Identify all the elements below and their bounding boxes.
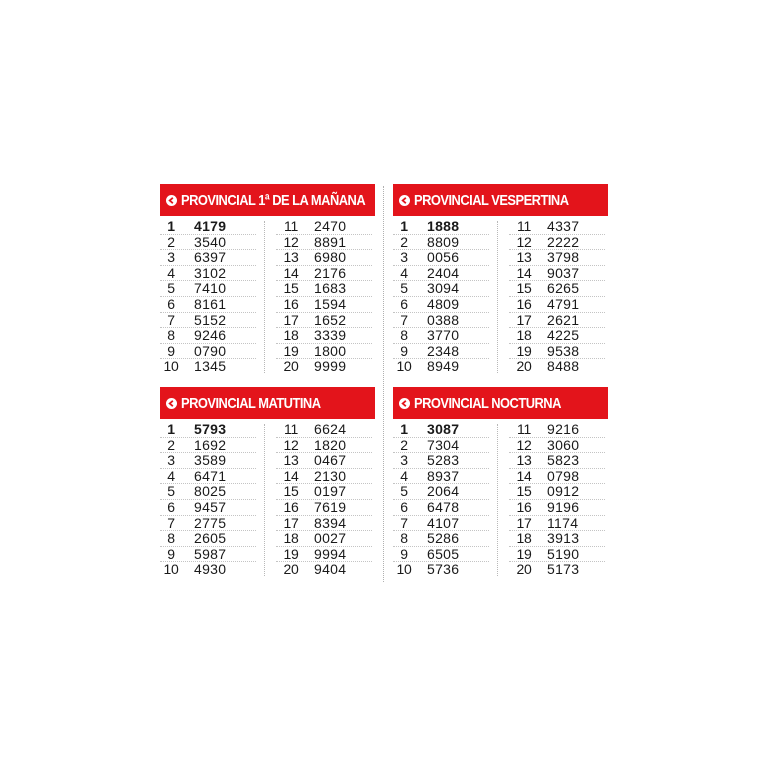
result-row: [276, 235, 372, 251]
result-position: 16: [516, 498, 532, 515]
result-row: [509, 500, 605, 516]
result-number: 5286: [427, 530, 460, 547]
result-number: 0027: [314, 530, 347, 547]
result-position: 4: [400, 467, 408, 484]
result-row: [160, 344, 256, 360]
result-position: 5: [167, 280, 175, 297]
results-columns: [160, 219, 375, 375]
result-number: 9538: [547, 342, 580, 359]
result-number: 5823: [547, 452, 580, 469]
result-number: 8161: [194, 295, 227, 312]
result-number: 9196: [547, 498, 580, 515]
result-position: 13: [516, 452, 532, 469]
result-position: 9: [167, 342, 175, 359]
result-position: 18: [516, 530, 532, 547]
result-position: 5: [400, 483, 408, 500]
result-position: 15: [516, 280, 532, 297]
result-row: [509, 313, 605, 329]
result-row: [160, 469, 256, 485]
result-number: 6624: [314, 421, 347, 437]
result-row: [393, 438, 489, 454]
result-number: 0912: [547, 483, 580, 500]
result-position: 17: [283, 514, 299, 531]
result-row: [509, 297, 605, 313]
result-position: 17: [516, 311, 532, 328]
result-number: 9216: [547, 421, 580, 437]
result-position: 14: [516, 264, 532, 281]
result-number: 3798: [547, 249, 580, 266]
result-number: 2176: [314, 264, 347, 281]
result-position: 12: [283, 436, 299, 453]
result-number: 5173: [547, 561, 580, 578]
result-position: 12: [283, 233, 299, 250]
results-panel-provincial-vespertina: [393, 184, 608, 375]
result-position: 11: [517, 421, 531, 437]
result-number: 7304: [427, 436, 460, 453]
result-row: [509, 266, 605, 282]
result-number: 8809: [427, 233, 460, 250]
result-row: [393, 344, 489, 360]
panel-header: [393, 184, 608, 216]
result-row: [160, 219, 256, 235]
result-position: 14: [283, 264, 299, 281]
column-divider: [497, 424, 498, 576]
result-row: [276, 438, 372, 454]
result-position: 8: [400, 327, 408, 344]
result-position: 18: [283, 327, 299, 344]
result-row: [393, 297, 489, 313]
result-position: 8: [400, 530, 408, 547]
result-position: 10: [163, 358, 179, 375]
result-position: 13: [283, 249, 299, 266]
result-row: [160, 547, 256, 563]
result-row: [509, 562, 605, 578]
result-row: [276, 516, 372, 532]
result-row: [160, 266, 256, 282]
result-row: [160, 313, 256, 329]
result-row: [276, 219, 372, 235]
result-number: 2064: [427, 483, 460, 500]
result-number: 7410: [194, 280, 227, 297]
column-divider: [264, 221, 265, 373]
result-row: [160, 250, 256, 266]
result-number: 8949: [427, 358, 460, 375]
result-row: [276, 422, 372, 438]
result-row: [509, 531, 605, 547]
result-position: 20: [283, 561, 299, 578]
result-row: [509, 219, 605, 235]
result-row: [160, 516, 256, 532]
result-number: 4809: [427, 295, 460, 312]
panel-header: [160, 184, 375, 216]
result-position: 1: [167, 421, 175, 437]
column-divider: [264, 424, 265, 576]
result-number: 5987: [194, 545, 227, 562]
result-position: 5: [400, 280, 408, 297]
result-position: 10: [163, 561, 179, 578]
result-row: [160, 297, 256, 313]
result-position: 2: [167, 233, 175, 250]
panel-title: PROVINCIAL 1ª DE LA MAÑANA: [181, 191, 366, 209]
result-number: 4107: [427, 514, 460, 531]
result-number: 7619: [314, 498, 347, 515]
result-number: 2605: [194, 530, 227, 547]
result-position: 14: [516, 467, 532, 484]
result-row: [509, 484, 605, 500]
result-number: 0467: [314, 452, 347, 469]
result-number: 4179: [194, 218, 227, 234]
result-position: 2: [400, 436, 408, 453]
result-number: 3913: [547, 530, 580, 547]
result-number: 4225: [547, 327, 580, 344]
result-number: 5152: [194, 311, 227, 328]
result-number: 5793: [194, 421, 227, 437]
result-row: [276, 328, 372, 344]
result-row: [393, 266, 489, 282]
panel-header: [160, 387, 375, 419]
results-column-left: [160, 422, 256, 578]
result-position: 2: [400, 233, 408, 250]
result-row: [160, 235, 256, 251]
result-position: 13: [516, 249, 532, 266]
result-position: 4: [167, 467, 175, 484]
result-position: 11: [517, 218, 531, 234]
result-number: 1652: [314, 311, 347, 328]
result-row: [276, 281, 372, 297]
result-position: 3: [400, 249, 408, 266]
result-position: 8: [167, 530, 175, 547]
result-number: 1174: [547, 514, 579, 531]
result-row: [509, 281, 605, 297]
result-number: 8488: [547, 358, 580, 375]
result-position: 8: [167, 327, 175, 344]
result-position: 16: [283, 295, 299, 312]
result-row: [276, 297, 372, 313]
result-position: 1: [400, 218, 408, 234]
result-number: 9994: [314, 545, 347, 562]
result-row: [393, 547, 489, 563]
result-position: 15: [283, 483, 299, 500]
result-number: 2621: [547, 311, 580, 328]
column-divider: [497, 221, 498, 373]
result-row: [393, 516, 489, 532]
result-row: [160, 531, 256, 547]
result-number: 3060: [547, 436, 580, 453]
result-position: 14: [283, 467, 299, 484]
result-row: [160, 500, 256, 516]
result-row: [509, 359, 605, 375]
result-number: 1820: [314, 436, 347, 453]
result-number: 2470: [314, 218, 347, 234]
result-row: [509, 453, 605, 469]
result-position: 10: [396, 561, 412, 578]
result-row: [393, 281, 489, 297]
result-position: 10: [396, 358, 412, 375]
result-number: 4791: [547, 295, 580, 312]
arrow-left-circle-icon: [399, 398, 410, 409]
result-position: 15: [283, 280, 299, 297]
results-column-left: [393, 219, 489, 375]
result-position: 7: [400, 311, 408, 328]
result-row: [276, 547, 372, 563]
result-row: [509, 235, 605, 251]
result-position: 16: [283, 498, 299, 515]
result-number: 4930: [194, 561, 227, 578]
result-number: 1800: [314, 342, 347, 359]
result-number: 8891: [314, 233, 347, 250]
result-position: 19: [516, 545, 532, 562]
result-number: 3770: [427, 327, 460, 344]
result-number: 0056: [427, 249, 460, 266]
result-row: [393, 219, 489, 235]
result-position: 9: [400, 545, 408, 562]
result-position: 3: [167, 249, 175, 266]
result-position: 19: [283, 545, 299, 562]
result-number: 8025: [194, 483, 227, 500]
result-number: 6478: [427, 498, 460, 515]
result-row: [160, 438, 256, 454]
result-number: 0798: [547, 467, 580, 484]
panel-title: PROVINCIAL NOCTURNA: [414, 394, 561, 412]
result-number: 4337: [547, 218, 580, 234]
result-number: 9037: [547, 264, 580, 281]
result-number: 3094: [427, 280, 460, 297]
result-position: 19: [283, 342, 299, 359]
results-panel-provincial-manana: [160, 184, 375, 375]
result-number: 1594: [314, 295, 347, 312]
results-column-right: [276, 219, 372, 375]
results-column-right: [276, 422, 372, 578]
result-row: [393, 484, 489, 500]
result-position: 6: [400, 498, 408, 515]
result-row: [509, 328, 605, 344]
result-row: [393, 531, 489, 547]
result-number: 2130: [314, 467, 347, 484]
result-position: 17: [283, 311, 299, 328]
result-row: [393, 313, 489, 329]
result-row: [276, 484, 372, 500]
result-number: 1692: [194, 436, 227, 453]
result-row: [160, 328, 256, 344]
result-position: 7: [167, 311, 175, 328]
result-row: [276, 531, 372, 547]
result-number: 9246: [194, 327, 227, 344]
result-row: [276, 344, 372, 360]
result-number: 6505: [427, 545, 460, 562]
panel-title: PROVINCIAL VESPERTINA: [414, 191, 569, 209]
result-number: 0790: [194, 342, 227, 359]
result-number: 2348: [427, 342, 460, 359]
result-row: [393, 328, 489, 344]
result-number: 2404: [427, 264, 460, 281]
result-row: [509, 469, 605, 485]
result-position: 12: [516, 436, 532, 453]
result-row: [393, 562, 489, 578]
result-row: [276, 266, 372, 282]
result-position: 6: [400, 295, 408, 312]
result-row: [276, 250, 372, 266]
result-number: 5736: [427, 561, 460, 578]
results-column-left: [160, 219, 256, 375]
result-number: 2222: [547, 233, 580, 250]
result-row: [509, 516, 605, 532]
result-number: 1345: [194, 358, 227, 375]
result-position: 1: [400, 421, 408, 437]
result-number: 9404: [314, 561, 347, 578]
result-number: 0197: [314, 483, 347, 500]
center-divider: [383, 186, 384, 582]
result-position: 9: [400, 342, 408, 359]
arrow-left-circle-icon: [166, 195, 177, 206]
result-row: [393, 422, 489, 438]
result-row: [276, 359, 372, 375]
result-number: 3589: [194, 452, 227, 469]
result-row: [276, 469, 372, 485]
result-row: [160, 453, 256, 469]
results-panel-provincial-nocturna: [393, 387, 608, 578]
panel-header: [393, 387, 608, 419]
result-row: [509, 344, 605, 360]
result-position: 3: [400, 452, 408, 469]
result-position: 20: [516, 561, 532, 578]
result-position: 2: [167, 436, 175, 453]
result-number: 1888: [427, 218, 460, 234]
result-number: 3540: [194, 233, 227, 250]
arrow-left-circle-icon: [399, 195, 410, 206]
result-row: [509, 438, 605, 454]
result-row: [393, 453, 489, 469]
result-number: 6471: [194, 467, 227, 484]
result-position: 7: [400, 514, 408, 531]
result-position: 15: [516, 483, 532, 500]
result-position: 11: [284, 218, 298, 234]
result-row: [160, 422, 256, 438]
result-row: [276, 500, 372, 516]
result-position: 11: [284, 421, 298, 437]
result-number: 8937: [427, 467, 460, 484]
results-columns: [393, 422, 608, 578]
result-row: [509, 547, 605, 563]
result-row: [276, 562, 372, 578]
result-position: 7: [167, 514, 175, 531]
result-number: 3087: [427, 421, 460, 437]
result-row: [393, 469, 489, 485]
result-position: 1: [167, 218, 175, 234]
result-position: 18: [516, 327, 532, 344]
result-position: 19: [516, 342, 532, 359]
results-column-right: [509, 219, 605, 375]
result-row: [276, 313, 372, 329]
result-number: 0388: [427, 311, 460, 328]
result-number: 8394: [314, 514, 347, 531]
result-number: 9457: [194, 498, 227, 515]
result-row: [160, 562, 256, 578]
result-number: 6265: [547, 280, 580, 297]
result-number: 2775: [194, 514, 227, 531]
result-position: 9: [167, 545, 175, 562]
result-position: 6: [167, 498, 175, 515]
result-row: [393, 235, 489, 251]
result-row: [276, 453, 372, 469]
result-row: [160, 359, 256, 375]
result-position: 4: [167, 264, 175, 281]
result-row: [509, 250, 605, 266]
result-position: 20: [283, 358, 299, 375]
result-row: [393, 500, 489, 516]
result-row: [509, 422, 605, 438]
result-number: 6980: [314, 249, 347, 266]
result-position: 20: [516, 358, 532, 375]
result-row: [160, 484, 256, 500]
result-position: 4: [400, 264, 408, 281]
result-position: 12: [516, 233, 532, 250]
result-number: 3339: [314, 327, 347, 344]
result-position: 18: [283, 530, 299, 547]
result-number: 9999: [314, 358, 347, 375]
result-row: [393, 359, 489, 375]
result-position: 3: [167, 452, 175, 469]
panel-title: PROVINCIAL MATUTINA: [181, 394, 321, 412]
result-position: 16: [516, 295, 532, 312]
result-row: [160, 281, 256, 297]
result-position: 17: [516, 514, 532, 531]
results-panel-provincial-matutina: [160, 387, 375, 578]
results-columns: [393, 219, 608, 375]
results-columns: [160, 422, 375, 578]
result-number: 5283: [427, 452, 460, 469]
results-column-right: [509, 422, 605, 578]
result-position: 6: [167, 295, 175, 312]
result-position: 5: [167, 483, 175, 500]
arrow-left-circle-icon: [166, 398, 177, 409]
result-number: 3102: [194, 264, 227, 281]
result-number: 6397: [194, 249, 227, 266]
result-position: 13: [283, 452, 299, 469]
result-number: 1683: [314, 280, 347, 297]
results-column-left: [393, 422, 489, 578]
result-number: 5190: [547, 545, 580, 562]
result-row: [393, 250, 489, 266]
